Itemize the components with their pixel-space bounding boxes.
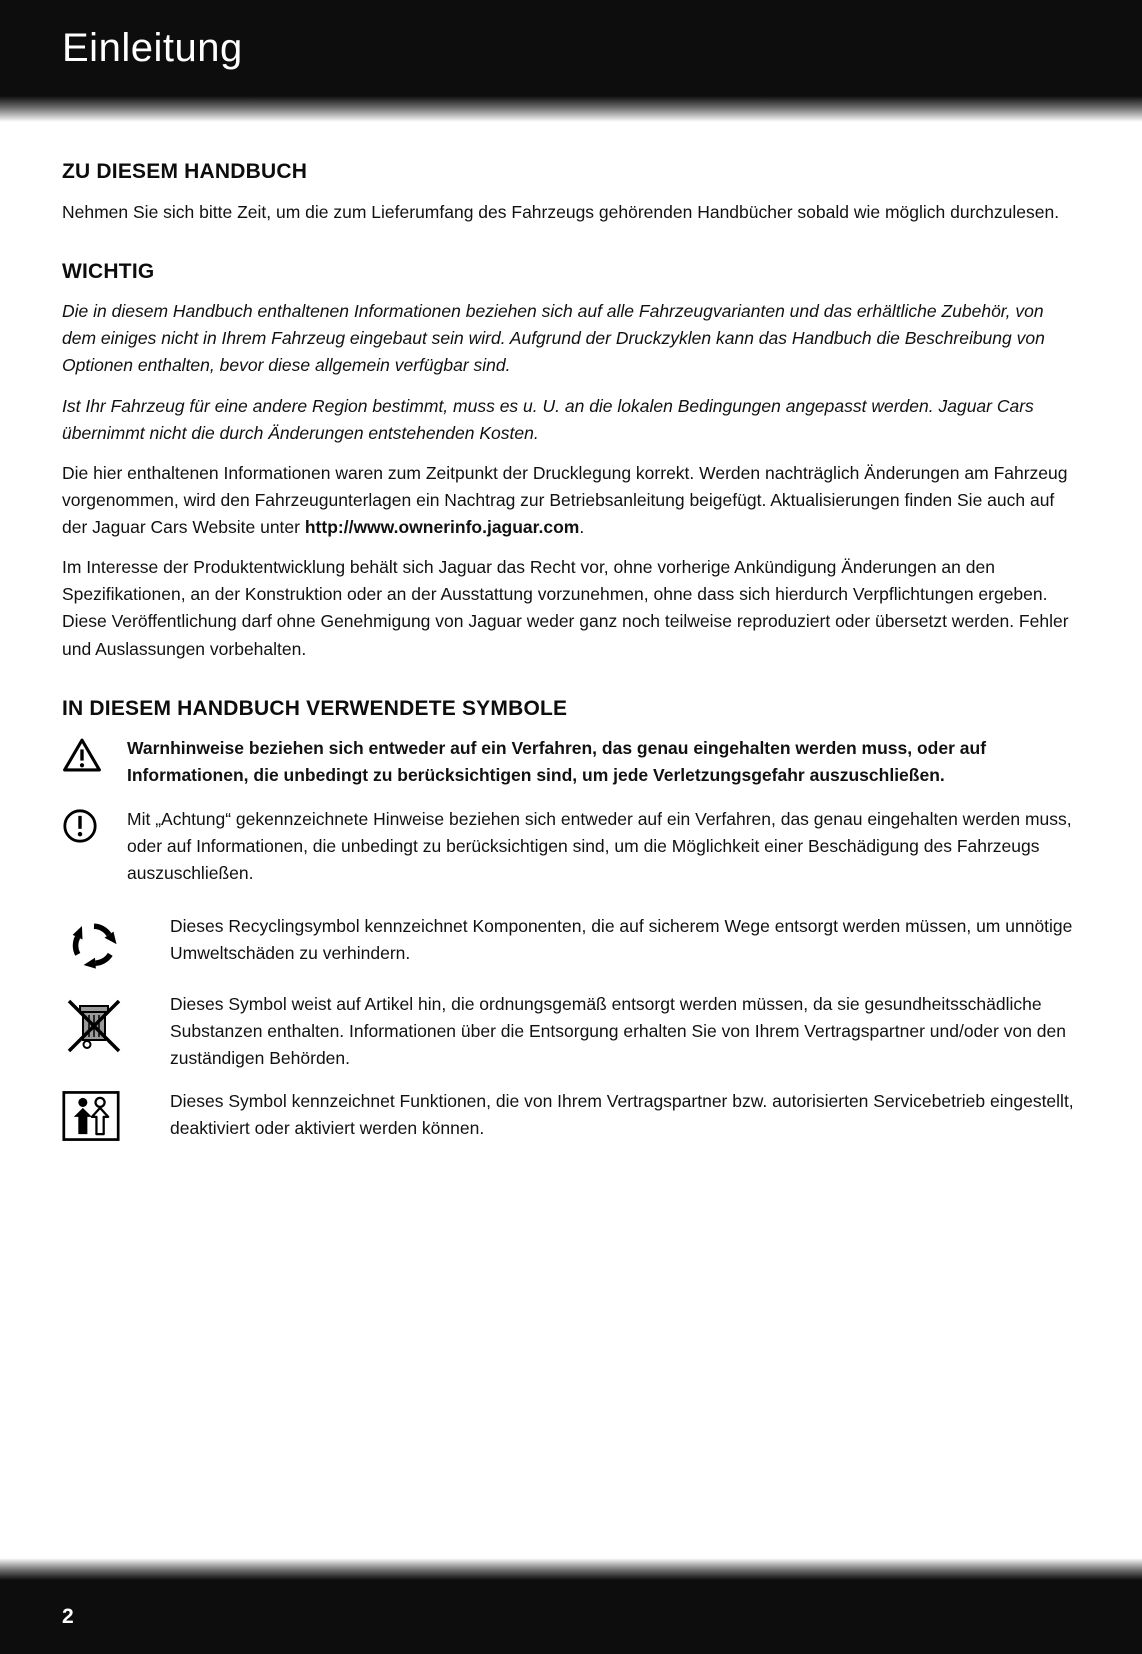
symbol-text-dealer: Dieses Symbol kennzeichnet Funktionen, die von Ihrem Vertragspartner bzw. autorisierten Servicebetrieb eingestellt, deaktiviert oder aktiviert werden können. bbox=[170, 1091, 1074, 1139]
section-heading-symbols: IN DIESEM HANDBUCH VERWENDETE SYMBOLE bbox=[62, 696, 568, 720]
paragraph-important-4: Im Interesse der Produktentwicklung behält sich Jaguar das Recht vor, ohne vorherige Ankündigung Änderungen an den Spezifikationen, an der Konstruktion oder an der Ausstattung vorzunehmen, ohne dass sich hierdurch Verpflichtungen ergeben. Diese Veröffentlichung darf ohne Genehmigung von Jaguar weder ganz noch teilweise reproduziert oder übersetzt werden. Fehler und Auslassungen vorbehalten. bbox=[62, 557, 1069, 659]
paragraph-important-2: Ist Ihr Fahrzeug für eine andere Region bestimmt, muss es u. U. an die lokalen Bedingungen angepasst werden. Jaguar Cars übernimmt nicht die durch Änderungen entstehenden Kosten. bbox=[62, 395, 1034, 443]
symbol-text-recycling: Dieses Recyclingsymbol kennzeichnet Komponenten, die auf sicherem Wege entsorgt werden müssen, um unnötige Umweltschäden zu verhindern. bbox=[170, 915, 1073, 964]
symbol-text-warning: Warnhinweise beziehen sich entweder auf ein Verfahren, das genau eingehalten werden muss, oder auf Informationen, die unbedingt zu berücksichtigen sind, um jede Verletzungsgefahr auszuschließen. bbox=[127, 738, 987, 786]
symbol-text-disposal: Dieses Symbol weist auf Artikel hin, die ordnungsgemäß entsorgt werden müssen, da sie gesundheitsschädliche Substanzen enthalten. Informationen über die Entsorgung erhalten Sie von Ihrem Vertragspartner und/oder von den zuständigen Behörden. bbox=[170, 993, 1067, 1069]
section-heading-about: ZU DIESEM HANDBUCH bbox=[62, 160, 308, 183]
paragraph-important-1: Die in diesem Handbuch enthaltenen Informationen beziehen sich auf alle Fahrzeugvarianten und das erhältliche Zubehör, von dem einiges nicht in Ihrem Fahrzeug eingebaut sein wird. Aufgrund der Druckzyklen kann das Handbuch die Beschreibung von Optionen enthalten, bevor diese allgemein verfügbar sind. bbox=[62, 301, 1045, 376]
page-number: 2 bbox=[62, 1605, 74, 1628]
recycling-icon bbox=[62, 913, 170, 975]
crossed-out-bin-icon bbox=[62, 991, 170, 1057]
header-gradient bbox=[0, 96, 1142, 122]
warning-triangle-icon bbox=[62, 735, 127, 773]
section-important bbox=[62, 256, 1080, 663]
caution-circle-icon bbox=[62, 806, 127, 844]
symbol-item-caution bbox=[62, 806, 1080, 887]
page-content bbox=[0, 122, 1142, 1199]
owner-info-url[interactable]: http://www.ownerinfo.jaguar.com bbox=[304, 517, 580, 538]
paragraph-about: Nehmen Sie sich bitte Zeit, um die zum Lieferumfang des Fahrzeugs gehörenden Handbücher sobald wie möglich durchzulesen. bbox=[62, 201, 1060, 222]
symbol-item-disposal bbox=[62, 991, 1080, 1072]
paragraph-important-3 bbox=[62, 460, 1080, 541]
symbol-item-warning bbox=[62, 735, 1080, 789]
symbol-item-recycling bbox=[62, 913, 1080, 975]
section-about-handbook bbox=[62, 156, 1080, 226]
section-symbols bbox=[62, 693, 1080, 1143]
symbol-text-caution: Mit „Achtung“ gekennzeichnete Hinweise beziehen sich entweder auf ein Verfahren, das genau eingehalten werden muss, oder auf Informationen, die unbedingt zu berücksichtigen sind, um die Möglichkeit einer Beschädigung des Fahrzeugs auszuschließen. bbox=[127, 808, 1072, 883]
page-footer bbox=[0, 1580, 1142, 1654]
paragraph-important-3-text: Die hier enthaltenen Informationen waren zum Zeitpunkt der Drucklegung korrekt. Werden nachträglich Änderungen am Fahrzeug vorgenommen, wird den Fahrzeugunterlagen ein Nachtrag zur Betriebsanleitung beigefügt. Aktualisierungen finden Sie auch auf der Jaguar Cars Website unter bbox=[62, 462, 1068, 538]
footer-gradient bbox=[0, 1558, 1142, 1580]
page-header bbox=[0, 0, 1142, 96]
symbol-item-dealer bbox=[62, 1088, 1080, 1142]
paragraph-important-3-period: . bbox=[579, 517, 585, 538]
dealer-service-icon bbox=[62, 1088, 170, 1142]
section-heading-important: WICHTIG bbox=[62, 259, 155, 283]
page-title: Einleitung bbox=[62, 25, 243, 70]
